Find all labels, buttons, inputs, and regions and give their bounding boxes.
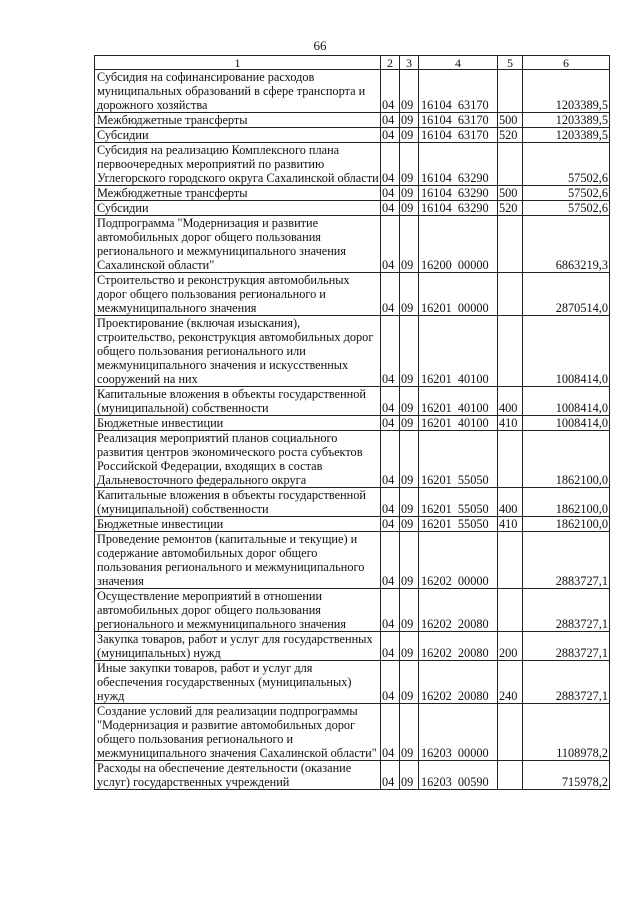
section-cell: 04 <box>381 517 400 532</box>
expense-type-cell <box>498 216 523 273</box>
table-row <box>95 70 610 113</box>
subsection-cell: 09 <box>400 431 419 488</box>
table-row <box>95 532 610 589</box>
amount-cell: 2883727,1 <box>523 661 610 704</box>
table-row <box>95 517 610 532</box>
column-header-5: 5 <box>498 56 523 70</box>
target-article-cell: 16104 63170 <box>419 70 498 113</box>
amount-cell: 1862100,0 <box>523 488 610 517</box>
table-row <box>95 186 610 201</box>
row-name-cell: Субсидия на реализацию Комплексного плана первоочередных мероприятий по развитию Углегорского городского округа Сахалинской области <box>95 143 381 186</box>
subsection-cell: 09 <box>400 632 419 661</box>
section-cell: 04 <box>381 128 400 143</box>
subsection-cell: 09 <box>400 128 419 143</box>
subsection-cell: 09 <box>400 70 419 113</box>
page-number: 66 <box>313 38 327 53</box>
target-article-cell: 16104 63290 <box>419 186 498 201</box>
table-header-row <box>95 56 610 70</box>
amount-cell: 2883727,1 <box>523 589 610 632</box>
section-cell: 04 <box>381 532 400 589</box>
expense-type-cell: 240 <box>498 661 523 704</box>
row-name-cell: Межбюджетные трансферты <box>95 186 381 201</box>
table-row <box>95 431 610 488</box>
table-row <box>95 143 610 186</box>
row-name-cell: Субсидия на софинансирование расходов муниципальных образований в сфере транспорта и дорожного хозяйства <box>95 70 381 113</box>
expense-type-cell: 520 <box>498 201 523 216</box>
expense-type-cell <box>498 143 523 186</box>
expense-type-cell: 400 <box>498 488 523 517</box>
expense-type-cell <box>498 273 523 316</box>
section-cell: 04 <box>381 316 400 387</box>
table-row <box>95 113 610 128</box>
row-name-cell: Межбюджетные трансферты <box>95 113 381 128</box>
expense-type-cell <box>498 316 523 387</box>
section-cell: 04 <box>381 273 400 316</box>
table-row <box>95 128 610 143</box>
target-article-cell: 16202 20080 <box>419 661 498 704</box>
subsection-cell: 09 <box>400 589 419 632</box>
table-row <box>95 589 610 632</box>
amount-cell: 1108978,2 <box>523 704 610 761</box>
budget-table <box>94 55 610 790</box>
amount-cell: 1008414,0 <box>523 416 610 431</box>
expense-type-cell: 410 <box>498 517 523 532</box>
target-article-cell: 16203 00000 <box>419 704 498 761</box>
amount-cell: 57502,6 <box>523 143 610 186</box>
expense-type-cell: 400 <box>498 387 523 416</box>
amount-cell: 1203389,5 <box>523 113 610 128</box>
row-name-cell: Иные закупки товаров, работ и услуг для обеспечения государственных (муниципальных) нужд <box>95 661 381 704</box>
subsection-cell: 09 <box>400 517 419 532</box>
column-header-4: 4 <box>419 56 498 70</box>
amount-cell: 1203389,5 <box>523 70 610 113</box>
target-article-cell: 16200 00000 <box>419 216 498 273</box>
expense-type-cell <box>498 70 523 113</box>
table-row <box>95 316 610 387</box>
target-article-cell: 16202 20080 <box>419 589 498 632</box>
section-cell: 04 <box>381 143 400 186</box>
row-name-cell: Капитальные вложения в объекты государственной (муниципальной) собственности <box>95 387 381 416</box>
row-name-cell: Проведение ремонтов (капитальные и текущие) и содержание автомобильных дорог общего пользования регионального и межмуниципального значения <box>95 532 381 589</box>
amount-cell: 2883727,1 <box>523 532 610 589</box>
row-name-cell: Создание условий для реализации подпрограммы "Модернизация и развитие автомобильных дорог общего пользования регионального и межмуниципального значения Сахалинской области" <box>95 704 381 761</box>
expense-type-cell <box>498 761 523 790</box>
amount-cell: 715978,2 <box>523 761 610 790</box>
section-cell: 04 <box>381 704 400 761</box>
table-row <box>95 704 610 761</box>
subsection-cell: 09 <box>400 416 419 431</box>
row-name-cell: Расходы на обеспечение деятельности (оказание услуг) государственных учреждений <box>95 761 381 790</box>
column-header-6: 6 <box>523 56 610 70</box>
amount-cell: 57502,6 <box>523 201 610 216</box>
target-article-cell: 16201 55050 <box>419 431 498 488</box>
amount-cell: 1862100,0 <box>523 517 610 532</box>
section-cell: 04 <box>381 201 400 216</box>
table-row <box>95 661 610 704</box>
section-cell: 04 <box>381 387 400 416</box>
expense-type-cell: 500 <box>498 113 523 128</box>
section-cell: 04 <box>381 589 400 632</box>
section-cell: 04 <box>381 488 400 517</box>
row-name-cell: Капитальные вложения в объекты государственной (муниципальной) собственности <box>95 488 381 517</box>
target-article-cell: 16104 63170 <box>419 113 498 128</box>
target-article-cell: 16201 40100 <box>419 416 498 431</box>
target-article-cell: 16104 63290 <box>419 201 498 216</box>
amount-cell: 1203389,5 <box>523 128 610 143</box>
expense-type-cell <box>498 532 523 589</box>
row-name-cell: Субсидии <box>95 128 381 143</box>
subsection-cell: 09 <box>400 316 419 387</box>
section-cell: 04 <box>381 186 400 201</box>
column-header-1: 1 <box>95 56 381 70</box>
table-row <box>95 216 610 273</box>
section-cell: 04 <box>381 632 400 661</box>
subsection-cell: 09 <box>400 488 419 517</box>
row-name-cell: Закупка товаров, работ и услуг для государственных (муниципальных) нужд <box>95 632 381 661</box>
subsection-cell: 09 <box>400 704 419 761</box>
target-article-cell: 16203 00590 <box>419 761 498 790</box>
row-name-cell: Бюджетные инвестиции <box>95 517 381 532</box>
table-row <box>95 632 610 661</box>
target-article-cell: 16201 40100 <box>419 387 498 416</box>
row-name-cell: Строительство и реконструкция автомобильных дорог общего пользования регионального и межмуниципального значения <box>95 273 381 316</box>
table-row <box>95 387 610 416</box>
subsection-cell: 09 <box>400 661 419 704</box>
target-article-cell: 16104 63170 <box>419 128 498 143</box>
section-cell: 04 <box>381 761 400 790</box>
row-name-cell: Субсидии <box>95 201 381 216</box>
amount-cell: 1862100,0 <box>523 431 610 488</box>
subsection-cell: 09 <box>400 186 419 201</box>
column-header-2: 2 <box>381 56 400 70</box>
section-cell: 04 <box>381 70 400 113</box>
subsection-cell: 09 <box>400 201 419 216</box>
table-row <box>95 416 610 431</box>
row-name-cell: Реализация мероприятий планов социального развития центров экономического роста субъектов Российской Федерации, входящих в состав Дальневосточного федерального округа <box>95 431 381 488</box>
target-article-cell: 16201 55050 <box>419 517 498 532</box>
subsection-cell: 09 <box>400 216 419 273</box>
subsection-cell: 09 <box>400 113 419 128</box>
section-cell: 04 <box>381 216 400 273</box>
row-name-cell: Подпрограмма "Модернизация и развитие автомобильных дорог общего пользования регионального и межмуниципального значения Сахалинской области" <box>95 216 381 273</box>
expense-type-cell <box>498 704 523 761</box>
expense-type-cell: 200 <box>498 632 523 661</box>
subsection-cell: 09 <box>400 761 419 790</box>
row-name-cell: Бюджетные инвестиции <box>95 416 381 431</box>
expense-type-cell: 500 <box>498 186 523 201</box>
target-article-cell: 16104 63290 <box>419 143 498 186</box>
section-cell: 04 <box>381 661 400 704</box>
table-row <box>95 201 610 216</box>
amount-cell: 2870514,0 <box>523 273 610 316</box>
target-article-cell: 16202 00000 <box>419 532 498 589</box>
row-name-cell: Осуществление мероприятий в отношении автомобильных дорог общего пользования регионального и межмуниципального значения <box>95 589 381 632</box>
amount-cell: 6863219,3 <box>523 216 610 273</box>
expense-type-cell <box>498 431 523 488</box>
section-cell: 04 <box>381 113 400 128</box>
section-cell: 04 <box>381 416 400 431</box>
expense-type-cell <box>498 589 523 632</box>
table-row <box>95 761 610 790</box>
expense-type-cell: 410 <box>498 416 523 431</box>
table-row <box>95 488 610 517</box>
amount-cell: 57502,6 <box>523 186 610 201</box>
target-article-cell: 16201 40100 <box>419 316 498 387</box>
amount-cell: 1008414,0 <box>523 316 610 387</box>
subsection-cell: 09 <box>400 143 419 186</box>
row-name-cell: Проектирование (включая изыскания), строительство, реконструкция автомобильных дорог общего пользования регионального или межмуниципального значения и искусственных сооружений на них <box>95 316 381 387</box>
table-row <box>95 273 610 316</box>
subsection-cell: 09 <box>400 387 419 416</box>
subsection-cell: 09 <box>400 532 419 589</box>
target-article-cell: 16202 20080 <box>419 632 498 661</box>
target-article-cell: 16201 55050 <box>419 488 498 517</box>
expense-type-cell: 520 <box>498 128 523 143</box>
section-cell: 04 <box>381 431 400 488</box>
target-article-cell: 16201 00000 <box>419 273 498 316</box>
amount-cell: 1008414,0 <box>523 387 610 416</box>
subsection-cell: 09 <box>400 273 419 316</box>
amount-cell: 2883727,1 <box>523 632 610 661</box>
column-header-3: 3 <box>400 56 419 70</box>
